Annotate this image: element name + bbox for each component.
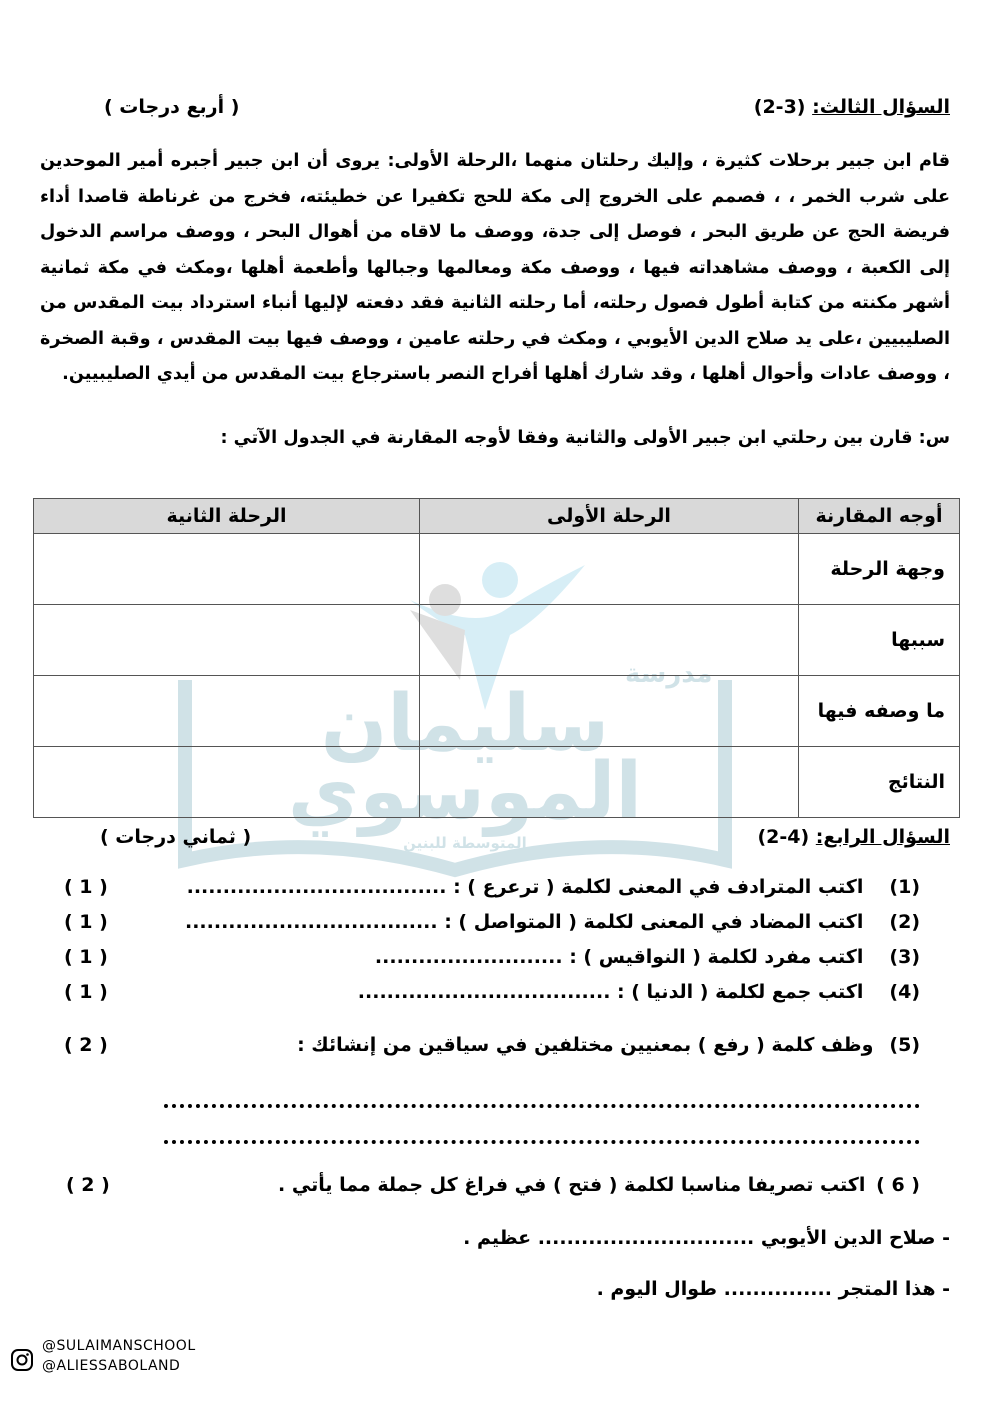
item-number: (4) [889, 981, 920, 1003]
q4-item-6 [278, 1174, 920, 1196]
item-number: (2) [889, 911, 920, 933]
answer-cell-first-destination[interactable] [420, 534, 799, 605]
comparison-table [33, 498, 960, 818]
item-text: اكتب مفرد لكلمة ( النواقيس ) : .......................... [374, 946, 864, 968]
table-row [34, 676, 960, 747]
q4-item-5 [297, 1034, 920, 1056]
answer-cell-second-destination[interactable] [34, 534, 420, 605]
logo-line4: المتوسطة للبنين [403, 834, 527, 852]
instagram-icon [10, 1348, 34, 1372]
q4-item-2-mark: ( 1 ) [64, 911, 108, 933]
item-number: (3) [889, 946, 920, 968]
q3-code: (3-2) [753, 96, 806, 118]
row-label-results: النتائج [799, 747, 960, 818]
social-handle-2[interactable]: @ALIESSABOLAND [42, 1358, 181, 1374]
fill-sentence-1: - صلاح الدين الأيوبي .............................. عظيم . [463, 1227, 950, 1249]
answer-cell-first-described[interactable] [420, 676, 799, 747]
logo-line3: الموسوي [287, 747, 643, 837]
q4-item-4-mark: ( 1 ) [64, 981, 108, 1003]
passage-lead: قام ابن جبير برحلات كثيرة ، وإليك رحلتان منهما ،الرحلة الأولى: [387, 151, 950, 171]
table-row [34, 534, 960, 605]
q4-marks: ( ثماني درجات ) [100, 826, 252, 848]
header-second-trip: الرحلة الثانية [34, 499, 420, 534]
q4-item-2 [185, 911, 920, 933]
answer-cell-second-reason[interactable] [34, 605, 420, 676]
q4-item-3-mark: ( 1 ) [64, 946, 108, 968]
passage-body: يروى أن ابن جبير أجبره أمير الموحدين على شرب الخمر ، ، فصمم على الخروج إلى مكة للحج تكفيرا عن خطيئته، فخرج من غرناطة قاصدا أداء فريضة الحج عن طريق البحر ، فوصل إلى جدة، ووصف ما لاقاه من أهوال البحر ، ووصف مراسم الدخول إلى الكعبة ، ووصف مشاهداته فيها ، ووصف مكة ومعالمها وجبالها وأطعمة أهلها ،ومكث في مكة ثمانية أشهر مكنته من كتابة أطول فصول رحلته، أما رحلته الثانية فقد دفعته لإليها أنباء استرداد بيت المقدس من الصليبيين ،على يد صلاح الدين الأيوبي ، ومكث في رحلته عامين ، ووصف فيها بيت المقدس ، وقبة الصخرة ، ووصف عادات وأحوال أهلها ، وقد شارك أهلها أفراح النصر باسترجاع بيت المقدس من أيدي الصليبيين. [40, 151, 950, 384]
q4-title [757, 826, 950, 848]
q4-item-6-mark: ( 2 ) [66, 1174, 110, 1196]
item-number: ( 6 ) [876, 1174, 920, 1196]
answer-cell-second-described[interactable] [34, 676, 420, 747]
q4-item-3 [375, 946, 920, 968]
q3-marks: ( أربع درجات ) [104, 96, 240, 118]
q4-item-1-mark: ( 1 ) [64, 876, 108, 898]
fill-sentence-2: - هذا المتجر ............... طوال اليوم . [596, 1278, 950, 1300]
answer-line-2[interactable] [164, 1140, 920, 1144]
table-row [34, 605, 960, 676]
reading-passage [40, 144, 950, 393]
logo-line1: مدرسة [625, 659, 713, 689]
table-header-row [34, 499, 960, 534]
row-label-reason: سببها [799, 605, 960, 676]
item-text: اكتب المضاد في المعنى لكلمة ( المتواصل ) : ................................... [184, 911, 864, 933]
item-number: (5) [889, 1034, 920, 1056]
q3-number-label: السؤال الثالث: [812, 96, 950, 118]
item-text: اكتب جمع لكلمة ( الدنيا ) : ................................... [357, 981, 864, 1003]
row-label-destination: وجهة الرحلة [799, 534, 960, 605]
table-row [34, 747, 960, 818]
item-text: وظف كلمة ( رفع ) بمعنيين مختلفين في سياقين من إنشائك : [297, 1034, 874, 1056]
q4-number-label: السؤال الرابع: [815, 826, 950, 848]
logo-line2: سليمان [320, 679, 610, 769]
answer-cell-first-results[interactable] [420, 747, 799, 818]
header-aspect: أوجه المقارنة [799, 499, 960, 534]
social-handle-1[interactable]: @SULAIMANSCHOOL [42, 1338, 196, 1354]
comparison-question: س: قارن بين رحلتي ابن جبير الأولى والثانية وفقا لأوجه المقارنة في الجدول الآتي : [220, 428, 950, 448]
answer-cell-first-reason[interactable] [420, 605, 799, 676]
answer-line-1[interactable] [164, 1104, 920, 1108]
row-label-described: ما وصفه فيها [799, 676, 960, 747]
q4-item-1 [187, 876, 920, 898]
item-text: اكتب المترادف في المعنى لكلمة ( ترعرع ) : .................................... [186, 876, 864, 898]
item-number: (1) [889, 876, 920, 898]
answer-cell-second-results[interactable] [34, 747, 420, 818]
q4-code: (4-2) [757, 826, 810, 848]
q3-title [754, 96, 950, 118]
q4-item-5-mark: ( 2 ) [64, 1034, 108, 1056]
q4-item-4 [358, 981, 920, 1003]
header-first-trip: الرحلة الأولى [420, 499, 799, 534]
item-text: اكتب تصريفا مناسبا لكلمة ( فتح ) في فراغ كل جملة مما يأتي . [278, 1174, 866, 1196]
